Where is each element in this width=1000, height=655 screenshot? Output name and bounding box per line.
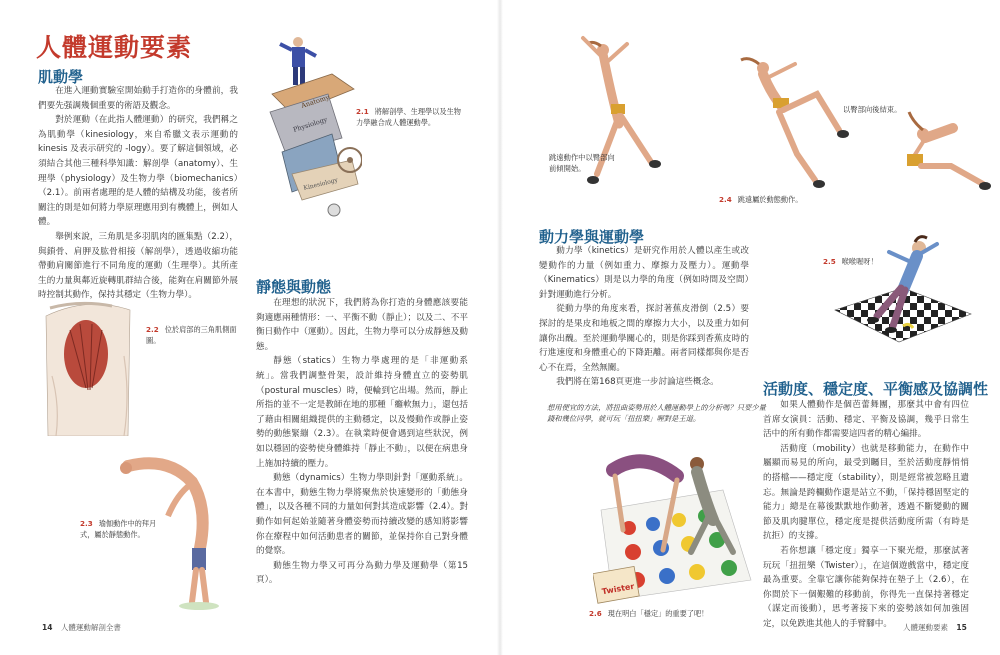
mobility-p3: 若你想讓「穩定度」獨享一下聚光燈，那麼試著玩玩「扭扭樂（Twister）」，在這個遊戲當中，穩定度最為重要。全靠它讓你能夠保持在墊子上（2.6），在你間於下一個艱難的移動前，你得先一直保持著穩定（謀定而後動），思考著接下來的姿勢該如何加強固定，以免跌進其他人的手臂腳中。 [763, 545, 969, 629]
caption-2-2 [146, 324, 238, 346]
chapter-title: 人體運動要素 [36, 33, 193, 62]
figure-2-5-illustration [833, 226, 973, 356]
caption-2-4-number: 2.4 [719, 195, 732, 204]
caption-2-6-number: 2.6 [589, 609, 602, 618]
heading-mobility: 活動度、穩定度、平衡感及協調性 [763, 380, 989, 398]
caption-2-1 [356, 106, 464, 128]
right-footer-section-title: 人體運動要素 [903, 623, 948, 632]
statics-body [256, 296, 468, 588]
figure-2-4-illustration [563, 34, 993, 214]
statics-p2: 靜態（statics）生物力學處理的是「非運動系統」。當我們調整骨架，設計維持身體直立的姿勢肌（postural muscles）時，便輪到它出場。然而，靜止所指的並不一定是教師在地的那種「癱軟無力」，還包括了藉由相關組織提供的主動穩定，以及慢動作或靜止姿勢的動態緊繃（2.3）。在執業時便會遇到這些狀況，例如以穩固的姿勢使身體維持「靜止不動」，以便在病患身上施加持續的壓力。 [256, 356, 468, 469]
mobility-p2: 活動度（mobility）也就是移動能力，在動作中屬顯而易見的所向，最受到矚目，至於活動度靜悄悄的搭檔——穩定度（stability），則是經常被忽略且遺忘。無論是跨欄動作還是站立不動，「保持穩固堅定的能力」總是在幕後默默地作動著，透過不斷變動的關節及肌肉腱單位，穩定度是提供活動度所需（有時是抗拒）的支撐。 [763, 443, 969, 542]
kinetics-p1: 動力學（kinetics）是研究作用於人體以產生或改變動作的力量（例如重力、摩擦力及壓力）。運動學（Kinematics）則是以力學的角度（例如時間及空間）針對運動進行分析。 [539, 246, 749, 300]
kinetics-p2: 從動力學的角度來看，探討著蕉皮滑倒（2.5）要探討的是果皮和地板之間的摩擦力大小，以及重力如何讓你出醜。至於運動學關心的，則是你踩到香蕉皮時的行進速度和身體重心的下降距離。兩者同樣都與你是否心不在焉，全然無關。 [539, 304, 749, 373]
caption-2-2-text: 位於肩部的三角肌側面圖。 [146, 325, 237, 345]
right-footer [903, 622, 973, 633]
caption-2-5-text: 喉喉喔呀！ [841, 257, 878, 266]
twister-box-label: Twister [601, 581, 635, 597]
caption-2-5-number: 2.5 [823, 257, 836, 266]
mobility-body [763, 398, 969, 632]
left-page-number: 14 [42, 623, 53, 632]
kinesiology-body [38, 84, 238, 303]
heading-kinesiology: 肌動學 [38, 68, 84, 86]
heading-kinetics: 動力學與運動學 [539, 228, 645, 246]
left-footer-book-title: 人體運動解剖全書 [60, 623, 121, 632]
kinesiology-p3: 舉例來說，三角肌是多羽肌肉的匯集點（2.2），與鎖骨、肩胛及肱骨相接（解剖學），透過收縮功能帶動肩關節進行不同角度的運動（生理學）。其所產生的力量與鄰近旋轉肌群結合後，能夠在肩關節外展時控制其動作，保持其穩定（生物力學）。 [38, 231, 238, 301]
figure-2-1-illustration [262, 34, 362, 224]
figure-2-6-illustration [593, 420, 755, 608]
caption-2-6 [589, 608, 759, 619]
left-page [0, 0, 497, 655]
kinetics-body [539, 244, 749, 390]
mobility-p1: 如果人體動作是個芭蕾舞團，那麼其中會有四位首席女演員：活動、穩定、平衡及協調，幾乎日常生活中的所有動作都需要這四者的精心編排。 [763, 400, 969, 440]
caption-2-1-number: 2.1 [356, 107, 369, 116]
note-jump-end: 以臀部向後結束。 [843, 105, 902, 114]
right-page-number: 15 [956, 623, 967, 632]
statics-p1: 在理想的狀況下，我們將為你打造的身體應該要能夠適應兩種情形：一、平衡不動（靜止）；以及二、不平衡日動作中（運動）。因此，生物力學可以分成靜態及動態。 [256, 298, 468, 352]
book-physiology-label: Physiology [292, 115, 329, 134]
caption-2-1-text: 將解剖學、生理學以及生物力學融合成人體運動學。 [356, 107, 461, 127]
heading-statics: 靜態與動態 [256, 278, 332, 296]
kinesiology-p2: 對於運動（在此指人體運動）的研究，我們稱之為肌動學（kinesiology，來自希臘文表示運動的 kinesis 及表示研究的 -logy）。要了解這個領域，必須結合其他三種科學知識：解剖學（anatomy）、生理學（physiology）及生物力學（biomechanics）（2.1）。前兩者處理的是人體的結構及功能，後者所關注的則是如何將力學原理應用到有機體上，例如人體。 [38, 115, 238, 228]
caption-2-4-text: 跳遠屬於動態動作。 [737, 195, 803, 204]
book-kinesiology-label: Kinesiology [302, 176, 339, 192]
statics-p4: 動態生物力學又可再分為動力學及運動學（第15頁）。 [256, 560, 468, 586]
figure-2-2-illustration [40, 296, 136, 436]
kinesiology-p1: 在進入運動實驗室開始動手打造你的身體前，我們要先强調幾個重要的術語及觀念。 [38, 86, 238, 111]
jumper-3 [907, 112, 991, 190]
right-page [503, 0, 1000, 655]
caption-2-2-number: 2.2 [146, 325, 159, 334]
left-footer [36, 622, 121, 633]
caption-2-3-text: 瑜伽動作中的拜月式，屬於靜態動作。 [80, 519, 157, 539]
caption-2-4 [719, 194, 849, 205]
jumper-2 [741, 59, 849, 188]
caption-2-3-number: 2.3 [80, 519, 93, 528]
book-anatomy-label: Anatomy [300, 93, 331, 110]
caption-2-3 [80, 518, 164, 540]
caption-2-6-text: 現在明白「穩定」的重要了吧！ [607, 609, 709, 618]
statics-p3: 動態（dynamics）生物力學則針對「運動系統」。在本書中，動態生物力學將聚焦於快速變形的「動態身體」，以及各種不同的力量如何對其造成影響（2.4）。對動作如何起始並隨著身體姿勢而持續改變的感知將影響你在療程中如何活動患者的關節，並保持你自己對身體的覺察。 [256, 473, 468, 557]
note-jump-start: 跳遠動作中以臀部向前傾開始。 [549, 153, 615, 173]
kinetics-p3: 我們將在第168頁更進一步討論這些概念。 [556, 377, 719, 388]
twister-callout: 想用便宜的方法，將扭曲姿勢用於人體運動學上的分析嗎？只要少量錢和幾位同學，就可玩「扭扭樂」喔對是王道。 [547, 403, 766, 423]
